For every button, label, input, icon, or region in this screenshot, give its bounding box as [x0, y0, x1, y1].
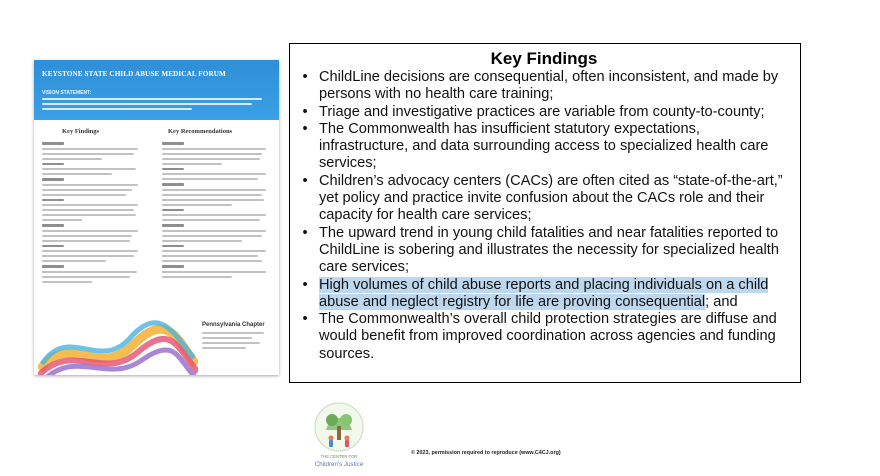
highlighted-text: High volumes of child abuse reports and placing individuals on a child abuse and neglect registry for life are proving consequential: [319, 276, 769, 310]
thumbnail-findings-text: [42, 140, 142, 286]
thumbnail-col-recommendations: Key Recommendations: [168, 128, 233, 135]
copyright-notice: © 2023, permission required to reproduce (www.C4CJ.org): [411, 450, 561, 456]
finding-item-highlighted: [296, 277, 792, 312]
thumbnail-vision-label: VISION STATEMENT:: [42, 90, 92, 96]
bullet-icon: •: [302, 103, 308, 120]
bullet-icon: •: [302, 224, 308, 241]
thumbnail-chapter-text: [202, 332, 268, 352]
logo-text-top: THE CENTER FOR: [320, 454, 358, 459]
thumbnail-chapter: Pennsylvania Chapter: [202, 322, 265, 328]
finding-text: Children’s advocacy centers (CACs) are often cited as “state-of-the-art,” yet policy and practice invite confusion about the CACs role and their capacity for health care services;: [319, 172, 783, 224]
finding-item: [296, 225, 792, 277]
bullet-icon: •: [302, 172, 308, 189]
bullet-icon: •: [302, 311, 308, 328]
key-findings-title: Key Findings: [490, 49, 598, 68]
bullet-icon: •: [302, 276, 308, 293]
thumbnail-title: KEYSTONE STATE CHILD ABUSE MEDICAL FORUM: [42, 70, 226, 78]
finding-item: [296, 311, 792, 363]
finding-item: [296, 104, 792, 121]
bullet-icon: •: [302, 69, 308, 85]
thumbnail-recommendations-text: [162, 140, 270, 281]
bullet-icon: •: [302, 120, 308, 137]
finding-text: The Commonwealth’s overall child protection strategies are diffuse and would benefit from improved coordination across agencies and funding sources.: [319, 311, 777, 362]
finding-item: [296, 173, 792, 225]
finding-text: The Commonwealth has insufficient statutory expectations, infrastructure, and data surrounding access to specialized health care services;: [319, 120, 769, 172]
thumbnail-vision-text: [42, 98, 270, 113]
key-findings-list: [296, 69, 792, 363]
key-findings-box: [289, 43, 801, 383]
finding-item: [296, 121, 792, 173]
center-for-childrens-justice-logo: [306, 400, 372, 470]
finding-text: ChildLine decisions are consequential, often inconsistent, and made by persons with no health care training;: [319, 69, 779, 103]
finding-item: [296, 69, 792, 104]
finding-text: The upward trend in young child fatalities and near fatalities reported to ChildLine is sobering and illustrates the necessity for specialized health care services;: [319, 224, 779, 276]
logo-text-bottom: Children's Justice: [314, 461, 364, 468]
thumbnail-col-findings: Key Findings: [62, 128, 100, 135]
finding-text-tail: ; and: [705, 293, 738, 310]
report-thumbnail: [34, 60, 279, 375]
finding-text: Triage and investigative practices are variable from county-to-county;: [319, 103, 765, 120]
thumbnail-swirl-graphic: [38, 310, 198, 375]
